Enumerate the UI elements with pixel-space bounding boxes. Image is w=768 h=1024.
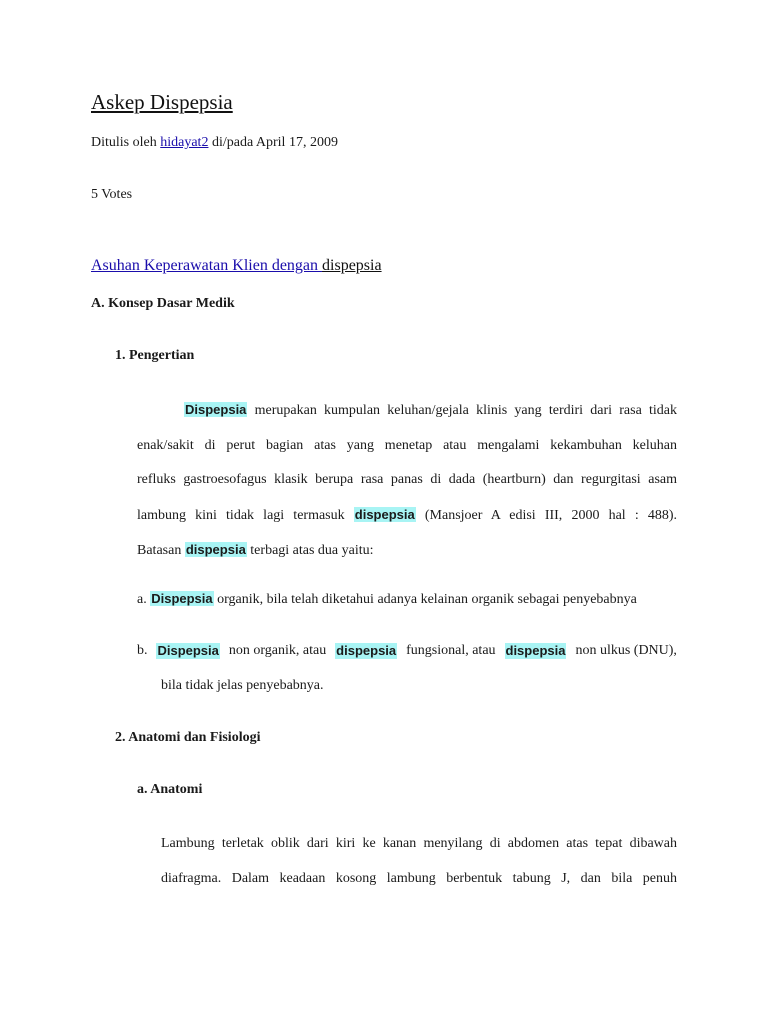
definition-line: refluks gastroesofagus klasik berupa rasa panas di dada (heartburn) dan regurgitasi asam — [137, 472, 677, 487]
list-item-b: b. Dispepsia non organik, atau dispepsia fungsional, atau dispepsia non ulkus (DNU), — [137, 643, 677, 658]
subtitle-link[interactable]: Asuhan Keperawatan Klien dengan — [91, 257, 323, 274]
anatomy-line: diafragma. Dalam keadaan kosong lambung berbentuk tabung J, dan bila penuh — [161, 871, 677, 886]
page-title: Askep Dispepsia — [91, 90, 233, 114]
author-link[interactable]: hidayat2 — [160, 135, 209, 150]
section-heading-a: A. Konsep Dasar Medik — [91, 296, 235, 311]
highlight-term: dispepsia — [505, 643, 566, 658]
definition-line: Dispepsia merupakan kumpulan keluhan/gejala klinis yang terdiri dari rasa tidak — [185, 402, 677, 418]
anatomy-paragraph — [161, 826, 677, 896]
article-subtitle — [91, 257, 382, 275]
section-heading-2: 2. Anatomi dan Fisiologi — [115, 730, 261, 745]
highlight-term: Dispepsia — [157, 643, 219, 658]
definition-paragraph — [137, 393, 677, 569]
anatomy-line: Lambung terletak oblik dari kiri ke kanan menyilang di abdomen atas tepat dibawah — [161, 836, 677, 851]
highlight-term: dispepsia — [336, 643, 397, 658]
votes-count: 5 Votes — [91, 187, 133, 202]
list-item-b-continuation: bila tidak jelas penyebabnya. — [161, 678, 324, 693]
highlight-term: Dispepsia — [185, 402, 247, 417]
subtitle-plain: dispepsia — [322, 257, 382, 274]
definition-line: Batasan dispepsia terbagi atas dua yaitu: — [137, 542, 374, 558]
section-heading-2a: a. Anatomi — [137, 782, 203, 797]
section-heading-1: 1. Pengertian — [115, 348, 195, 363]
definition-line: lambung kini tidak lagi termasuk dispepsia (Mansjoer A edisi III, 2000 hal : 488). — [137, 506, 678, 523]
highlight-term: dispepsia — [354, 506, 415, 522]
byline-prefix: Ditulis oleh — [91, 135, 161, 150]
byline — [91, 135, 338, 151]
list-item-a: a. Dispepsia organik, bila telah diketahui adanya kelainan organik sebagai penyebabnya — [137, 591, 637, 607]
highlight-term: dispepsia — [185, 542, 246, 557]
definition-line: enak/sakit di perut bagian atas yang menetap atau mengalami kekambuhan keluhan — [137, 437, 677, 453]
highlight-term: Dispepsia — [151, 591, 213, 606]
byline-date: di/pada April 17, 2009 — [208, 135, 338, 150]
